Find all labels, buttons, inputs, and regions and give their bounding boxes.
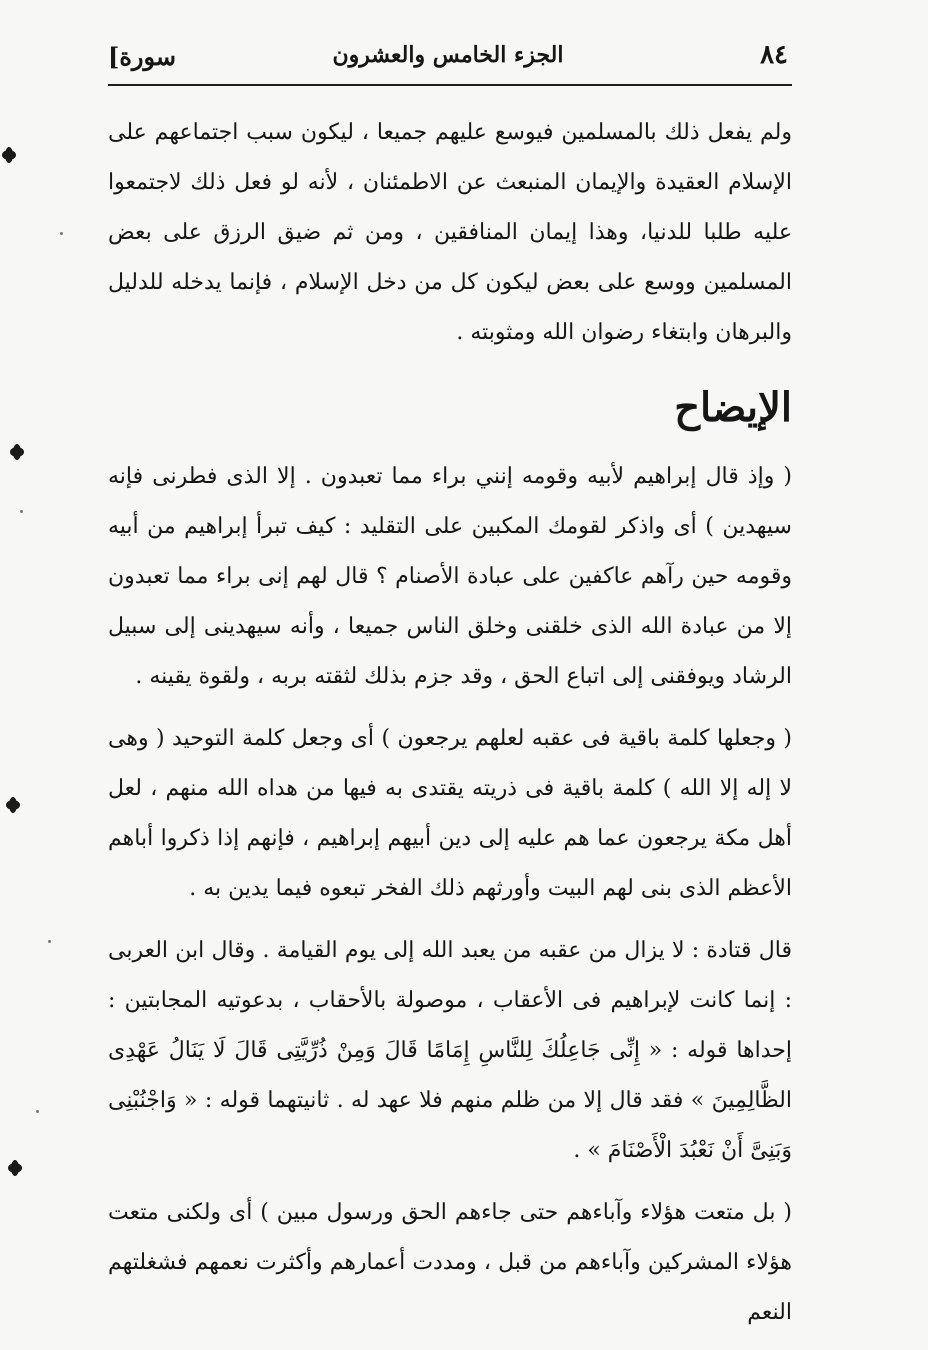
page-body <box>108 108 792 1350</box>
margin-speck <box>48 940 51 943</box>
page-number: ٨٤ <box>760 40 788 70</box>
running-title: الجزء الخامس والعشرون <box>332 42 564 68</box>
margin-speck <box>60 232 63 235</box>
section-heading: الإيضاح <box>674 384 792 431</box>
margin-speck <box>20 510 23 513</box>
margin-ink-blot <box>8 1163 22 1173</box>
page-header <box>108 36 788 80</box>
margin-ink-blot <box>10 447 24 457</box>
paragraph-2: ( وإذ قال إبراهيم لأبيه وقومه إنني براء مما تعبدون . إلا الذى فطرنى فإنه سيهدين ) أى واذكر لقومك المكبين على التقليد : كيف تبرأ إبراهيم من أبيه وقومه حين رآهم عاكفين على عبادة الأصنام ؟ قال لهم إنى براء مما تعبدون إلا من عبادة الله الذى خلقنى وخلق الناس جميعا ، وأنه سيهدينى إلى سبيل الرشاد ويوفقنى إلى اتباع الحق ، وقد جزم بذلك لثقته بربه ، ولقوة يقينه . <box>108 464 793 689</box>
margin-ink-blot <box>2 150 16 160</box>
paragraph-3: ( وجعلها كلمة باقية فى عقبه لعلهم يرجعون ) أى وجعل كلمة التوحيد ( وهى لا إله إلا الله ) كلمة باقية فى ذريته يقتدى به فيها من هداه الله منهم ، لعل أهل مكة يرجعون عما هم عليه إلى دين أبيهم إبراهيم ، فإنهم إذا ذكروا أباهم الأعظم الذى بنى لهم البيت وأورثهم ذلك الفخر تبعوه فيما يدين به . <box>108 726 792 901</box>
paragraph-5: ( بل متعت هؤلاء وآباءهم حتى جاءهم الحق ورسول مبين ) أى ولكنى متعت هؤلاء المشركين وآباءهم من قبل ، ومددت أعمارهم وأكثرت نعمهم فشغلتهم النعم <box>108 1200 792 1325</box>
header-rule <box>108 84 792 86</box>
margin-speck <box>36 1110 39 1113</box>
margin-ink-blot <box>6 800 20 810</box>
paragraph-1: ولم يفعل ذلك بالمسلمين فيوسع عليهم جميعا ، ليكون سبب اجتماعهم على الإسلام العقيدة والإيمان المنبعث عن الاطمئنان ، لأنه لو فعل ذلك لاجتمعوا عليه طلبا للدنيا، وهذا إيمان المنافقين ، ومن ثم ضيق الرزق على بعض المسلمين ووسع على بعض ليكون كل من دخل الإسلام ، فإنما يدخله للدليل والبرهان وابتغاء رضوان الله ومثوبته . <box>108 120 792 345</box>
surah-label: [سورة <box>108 42 177 71</box>
paragraph-4: قال قتادة : لا يزال من عقبه من يعبد الله إلى يوم القيامة . وقال ابن العربى : إنما كانت لإبراهيم فى الأعقاب ، موصولة بالأحقاب ، بدعوتيه المجابتين : إحداها قوله : « إِنِّى جَاعِلُكَ لِلنَّاسِ إِمَامًا قَالَ وَمِنْ ذُرِّيَّتِى قَالَ لَا يَنَالُ عَهْدِى الظَّالِمِينَ » فقد قال إلا من ظلم منهم فلا عهد له . ثانيتهما قوله : « وَاجْنُبْنِى وَبَنِىَّ أَنْ نَعْبُدَ الْأَصْنَامَ » . <box>108 938 792 1163</box>
